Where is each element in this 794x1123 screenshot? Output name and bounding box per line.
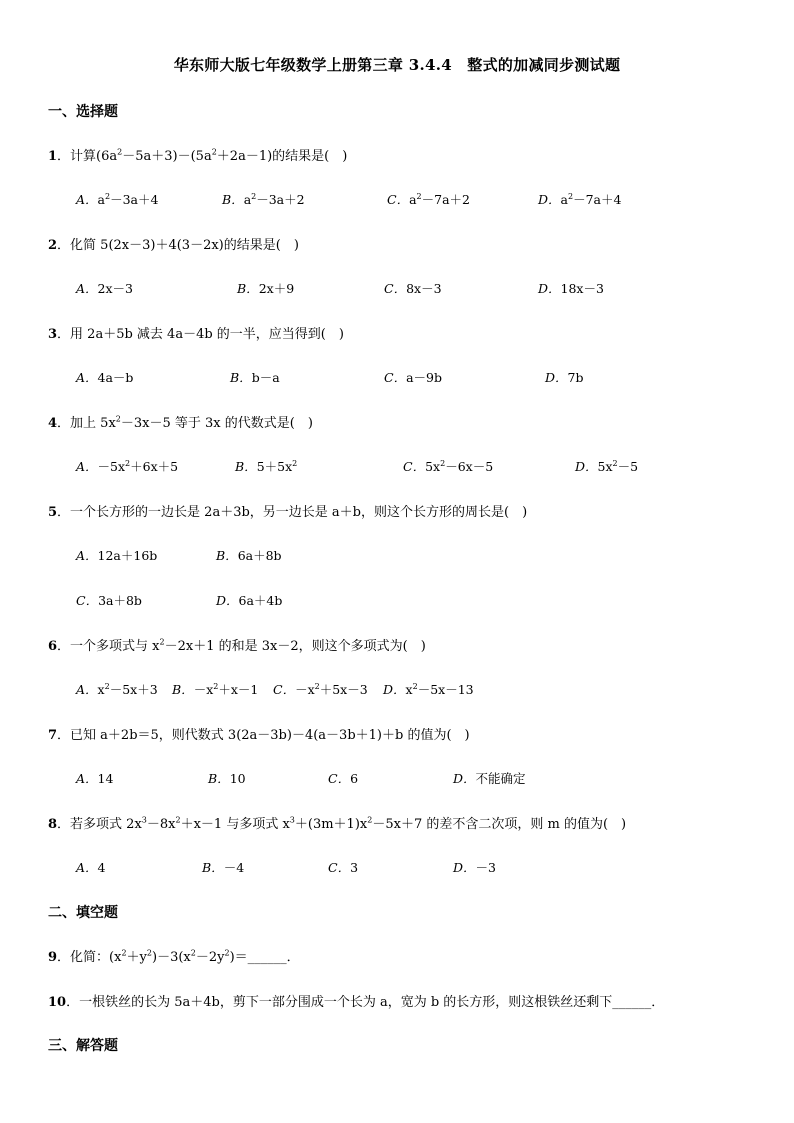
- question-8: 8．若多项式 $2x^3-8x^2+x-1$ 与多项式 $x^3+(3m+1)x^2-5x+7$ 的差不含二次项，则 m 的值为( ): [48, 815, 627, 832]
- option-a: A．4a－b: [76, 370, 134, 385]
- option-a: A．$a^2-3a+4$: [76, 191, 159, 207]
- question-5: 5．一个长方形的一边长是 2a＋3b，另一边长是 a＋b，则这个长方形的周长是( ): [48, 505, 528, 520]
- option-d: D．18x－3: [538, 281, 604, 296]
- option-b: B．10: [208, 771, 246, 786]
- question-number: 5: [48, 505, 58, 520]
- option-b: B．$5+5x^2$: [235, 458, 298, 474]
- question-6: 6．一个多项式与 $x^2-2x+1$ 的和是 3x－2，则这个多项式为( ): [48, 637, 426, 654]
- option-d: D．7b: [545, 370, 584, 385]
- option-a: A．14: [76, 771, 114, 786]
- option-d: D．不能确定: [453, 771, 526, 786]
- question-number: 6: [48, 639, 58, 654]
- option-c: C．6: [328, 771, 359, 786]
- question-10: 10．一根铁丝的长为 5a＋4b，剪下一部分围成一个长为 a，宽为 b 的长方形，则这根铁丝还剩下______．: [48, 995, 665, 1010]
- option-c: C．$a^2-7a+2$: [387, 191, 470, 207]
- option-a: A．$-5x^2+6x+5$: [76, 458, 179, 474]
- option-b: B．－4: [202, 860, 245, 875]
- section-heading-solve: 三、解答题: [48, 1038, 118, 1054]
- option-c: C．3a＋8b: [76, 593, 142, 608]
- question-number: 2: [48, 238, 58, 253]
- option-b: B．2x＋9: [237, 281, 295, 296]
- option-d: D．$x^2-5x-13$: [383, 681, 474, 697]
- option-a: A．12a＋16b: [76, 548, 158, 563]
- question-2: 2．化简 5(2x－3)＋4(3－2x)的结果是( ): [48, 238, 299, 253]
- question-4: 4．加上 $5x^2-3x-5$ 等于 3x 的代数式是( ): [48, 414, 313, 431]
- option-b: B．$-x^2+x-1$: [172, 681, 259, 697]
- option-c: C．3: [328, 860, 359, 875]
- question-number: 10: [48, 995, 67, 1010]
- option-c: C．$-x^2+5x-3$: [273, 681, 368, 697]
- question-number: 9: [48, 950, 58, 965]
- option-d: D．6a＋4b: [216, 593, 283, 608]
- option-b: B．b－a: [230, 370, 280, 385]
- option-d: D．$5x^2-5$: [575, 458, 639, 474]
- question-number: 1: [48, 149, 58, 164]
- question-number: 7: [48, 728, 58, 743]
- question-3: 3．用 2a＋5b 减去 4a－4b 的一半，应当得到( ): [48, 327, 344, 342]
- question-number: 3: [48, 327, 58, 342]
- question-7: 7．已知 a＋2b＝5，则代数式 3(2a－3b)－4(a－3b＋1)＋b 的值为( ): [48, 728, 470, 743]
- option-d: D．$a^2-7a+4$: [538, 191, 622, 207]
- option-c: C．8x－3: [384, 281, 442, 296]
- option-a: A．4: [76, 860, 106, 875]
- section-heading-choice: 一、选择题: [48, 104, 118, 120]
- page-title: 华东师大版七年级数学上册第三章 3.4.4 整式的加减同步测试题: [173, 56, 621, 74]
- option-d: D．－3: [453, 860, 496, 875]
- option-b: B．$a^2-3a+2$: [222, 191, 305, 207]
- option-a: A．$x^2-5x+3$: [76, 681, 158, 697]
- option-c: C．a－9b: [384, 370, 442, 385]
- question-number: 8: [48, 817, 58, 832]
- question-9: 9．化简：$(x^2+y^2)-3(x^2-2y^2)=\_\_\_\_\_\_$．: [48, 948, 300, 965]
- option-c: C．$5x^2-6x-5$: [403, 458, 494, 474]
- option-b: B．6a＋8b: [216, 548, 282, 563]
- option-a: A．2x－3: [76, 281, 133, 296]
- section-heading-fill: 二、填空题: [48, 905, 118, 921]
- question-number: 4: [48, 416, 58, 431]
- question-1: 1．计算$(6a^2-5a+3)-(5a^2+2a-1)$的结果是( ): [48, 147, 348, 164]
